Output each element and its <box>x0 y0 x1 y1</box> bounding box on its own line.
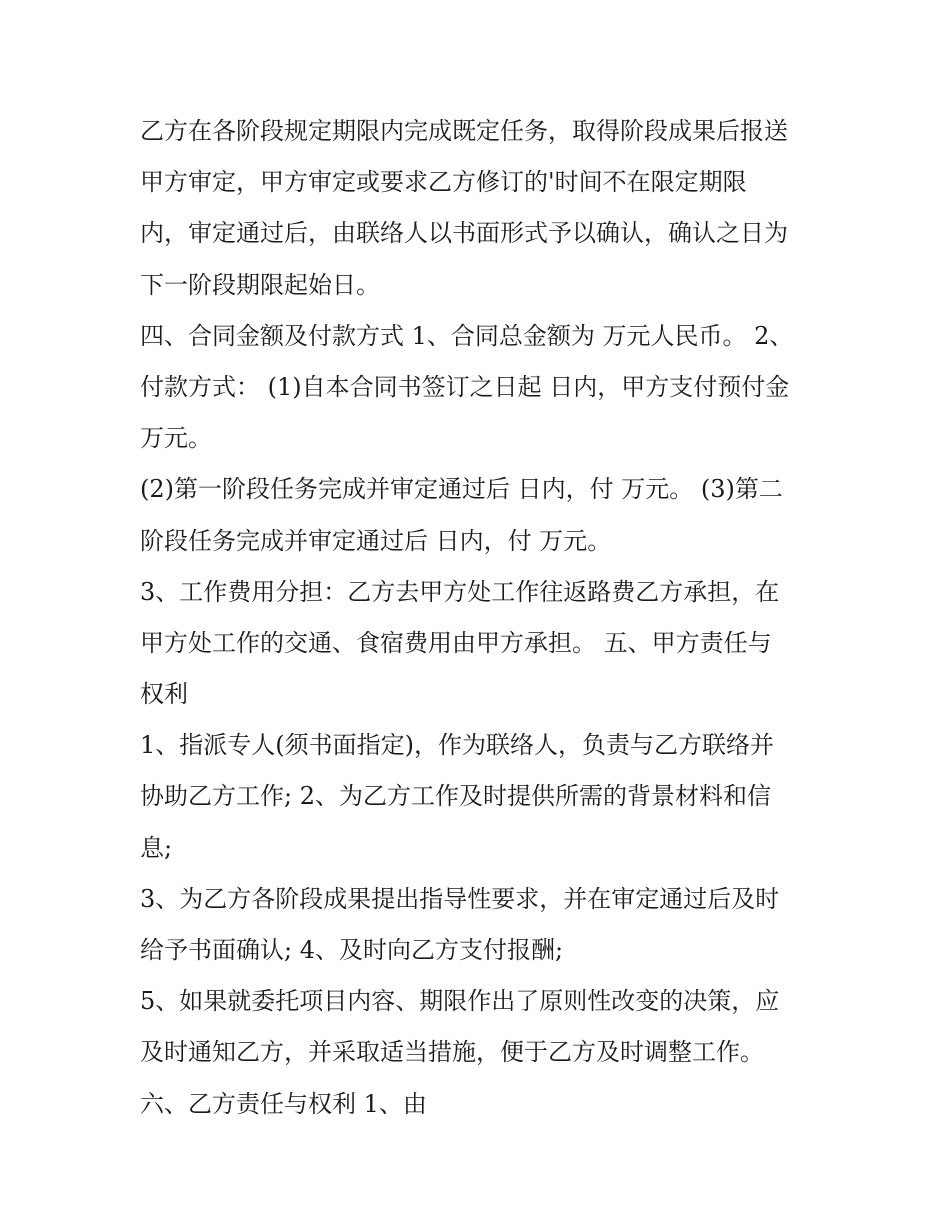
text-line: 下一阶段期限起始日。 <box>140 270 380 299</box>
text-line: 5、如果就委托项目内容、期限作出了原则性改变的决策，应 <box>140 987 780 1016</box>
text-line: 给予书面确认; 4、及时向乙方支付报酬; <box>140 936 564 964</box>
text-line: 及时通知乙方，并采取适当措施，便于乙方及时调整工作。 <box>140 1038 764 1067</box>
text-line: 乙方在各阶段规定期限内完成既定任务，取得阶段成果后报送 <box>140 117 788 145</box>
text-line: 权利 <box>140 680 188 709</box>
text-line: 阶段任务完成并审定通过后 日内，付 万元。 <box>140 526 612 555</box>
section-heading-line: 四、合同金额及付款方式 1、合同总金额为 万元人民币。 2、 <box>140 321 794 350</box>
text-line: 内，审定通过后，由联络人以书面形式予以确认，确认之日为 <box>140 219 788 248</box>
document-body <box>140 106 830 1130</box>
section-heading-line: 六、乙方责任与权利 1、由 <box>140 1089 427 1118</box>
text-line: 1、指派专人(须书面指定)，作为联络人，负责与乙方联络并 <box>140 731 774 760</box>
text-line: 付款方式： (1)自本合同书签订之日起 日内，甲方支付预付金 <box>140 372 790 401</box>
text-line: 3、工作费用分担：乙方去甲方处工作往返路费乙方承担，在 <box>140 577 780 606</box>
text-line: 万元。 <box>140 424 212 453</box>
text-line: 3、为乙方各阶段成果提出指导性要求，并在审定通过后及时 <box>140 884 780 913</box>
text-line: (2)第一阶段任务完成并审定通过后 日内，付 万元。 (3)第二 <box>140 475 783 504</box>
text-line: 甲方处工作的交通、食宿费用由甲方承担。 五、甲方责任与 <box>140 628 772 657</box>
text-line: 息; <box>140 833 173 862</box>
text-line: 甲方审定，甲方审定或要求乙方修订的'时间不在限定期限 <box>140 168 747 197</box>
text-line: 协助乙方工作; 2、为乙方工作及时提供所需的背景材料和信 <box>140 782 771 811</box>
